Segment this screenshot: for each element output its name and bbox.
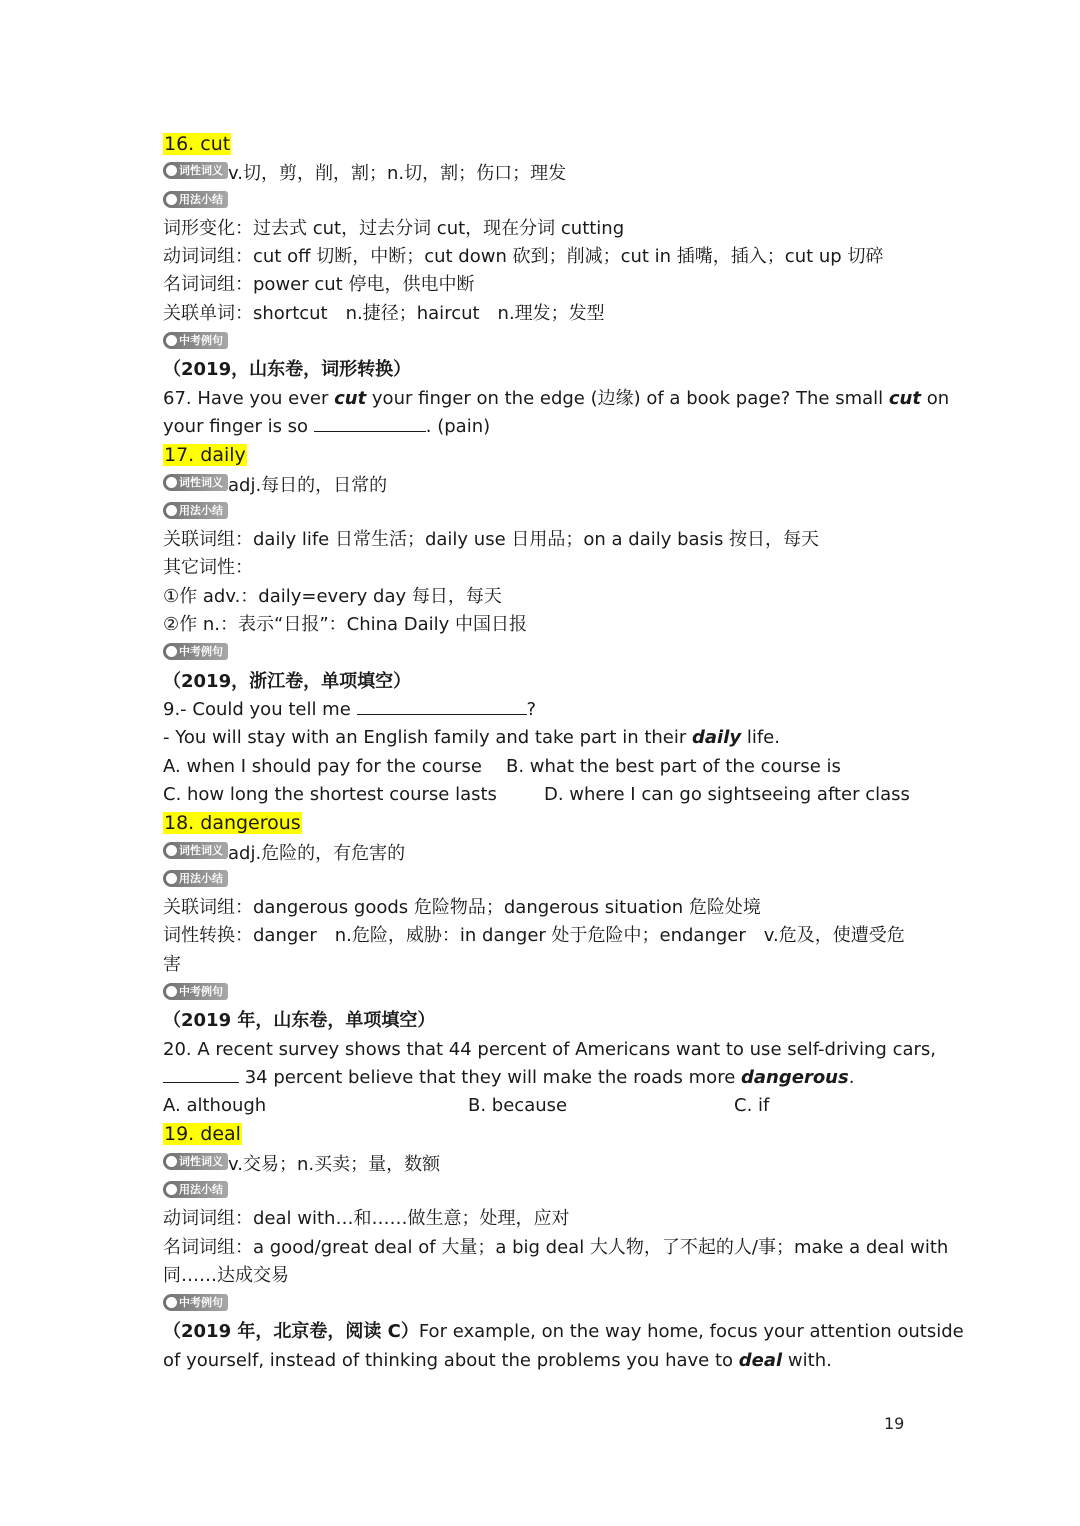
usage-line: ①作 adv.：daily=every day 每日，每天 (163, 585, 502, 607)
option: B. because (468, 1095, 568, 1117)
example-row (163, 979, 923, 1007)
example-question: （2019 年，北京卷，阅读 C）For example, on the way home, focus your attention outside (163, 1321, 964, 1343)
page-number: 19 (884, 1414, 905, 1433)
example-question: 9.- Could you tell me ? (163, 698, 537, 720)
usage-line: 关联词组：dangerous goods 危险物品；dangerous situation 危险处境 (163, 897, 761, 919)
usage-line: 名词词组：a good/great deal of 大量；a big deal 大人物，了不起的人/事；make a deal with (163, 1236, 949, 1258)
usage-line: ②作 n.：表示“日报”：China Daily 中国日报 (163, 614, 528, 636)
option: C. how long the shortest course lasts (163, 783, 497, 805)
example-tag: 中考例句 (163, 983, 228, 1000)
meaning-row: 词性词义 adj.每日的，日常的 (163, 470, 923, 498)
example-tag: 中考例句 (163, 1294, 228, 1311)
example-row (163, 328, 923, 356)
usage-row (163, 866, 923, 894)
usage-line: 其它词性： (163, 557, 253, 579)
example-question: - You will stay with an English family and take part in their daily life. (163, 727, 780, 749)
usage-line: 动词词组：cut off 切断，中断；cut down 砍到；削减；cut in 插嘴，插入；cut up 切碎 (163, 246, 884, 268)
example-question: 20. A recent survey shows that 44 percent of Americans want to use self-driving cars, (163, 1038, 936, 1060)
entry-title: 17. daily (164, 444, 246, 467)
usage-line: 害 (163, 953, 181, 975)
example-question: 67. Have you ever cut your finger on the edge (边缘) of a book page? The small cut on (163, 387, 950, 409)
example-row (163, 1290, 923, 1318)
example-tag: 中考例句 (163, 332, 228, 349)
meaning-tag: 词性词义 (163, 1153, 228, 1170)
meaning-tag: 词性词义 (163, 162, 228, 179)
meaning-row: 词性词义 v.交易；n.买卖；量，数额 (163, 1149, 923, 1177)
usage-row (163, 1177, 923, 1205)
page-content (163, 130, 964, 1375)
usage-line: 关联词组：daily life 日常生活；daily use 日用品；on a daily basis 按日，每天 (163, 529, 820, 551)
option: D. where I can go sightseeing after class (544, 783, 910, 805)
example-source: （2019，浙江卷，单项填空） (163, 670, 412, 692)
option: A. although (163, 1095, 267, 1117)
usage-line: 词性转换：danger n.危险，威胁：in danger 处于危险中；endanger v.危及，使遭受危 (163, 925, 905, 947)
entry-title: 18. dangerous (164, 812, 301, 835)
entry-title: 19. deal (164, 1123, 241, 1146)
example-source: （2019 年，北京卷，阅读 C） (163, 1321, 419, 1343)
option: B. what the best part of the course is (506, 755, 841, 777)
example-source: （2019 年，山东卷，单项填空） (163, 1010, 436, 1032)
answer-blank (314, 415, 426, 432)
example-question: 34 percent believe that they will make the roads more dangerous. (163, 1064, 923, 1092)
meaning-tag: 词性词义 (163, 842, 228, 859)
option-row (163, 781, 923, 809)
usage-line: 词形变化：过去式 cut，过去分词 cut，现在分词 cutting (163, 217, 625, 239)
example-question: your finger is so . (pain) (163, 415, 491, 437)
usage-tag: 用法小结 (163, 502, 228, 519)
usage-tag: 用法小结 (163, 1181, 228, 1198)
example-question: of yourself, instead of thinking about the problems you have to deal with. (163, 1349, 832, 1371)
usage-row (163, 187, 923, 215)
usage-line: 同……达成交易 (163, 1264, 289, 1286)
option-row (163, 1092, 923, 1120)
meaning-row: 词性词义 adj.危险的，有危害的 (163, 837, 923, 865)
meaning-row: 词性词义 v.切，剪，削，割；n.切，割；伤口；理发 (163, 158, 923, 186)
option-row (163, 753, 923, 781)
example-row (163, 639, 923, 667)
entry-title: 16. cut (164, 133, 231, 155)
option: A. when I should pay for the course (163, 755, 482, 777)
usage-row (163, 498, 923, 526)
usage-line: 名词词组：power cut 停电，供电中断 (163, 274, 475, 296)
usage-tag: 用法小结 (163, 191, 228, 208)
option: C. if (734, 1095, 770, 1117)
usage-line: 动词词组：deal with…和……做生意；处理，应对 (163, 1208, 570, 1230)
answer-blank (163, 1066, 239, 1083)
answer-blank (357, 698, 527, 715)
usage-line: 关联单词：shortcut n.捷径；haircut n.理发；发型 (163, 302, 605, 324)
example-source: （2019，山东卷，词形转换） (163, 359, 412, 381)
usage-tag: 用法小结 (163, 870, 228, 887)
meaning-tag: 词性词义 (163, 474, 228, 491)
example-tag: 中考例句 (163, 643, 228, 660)
